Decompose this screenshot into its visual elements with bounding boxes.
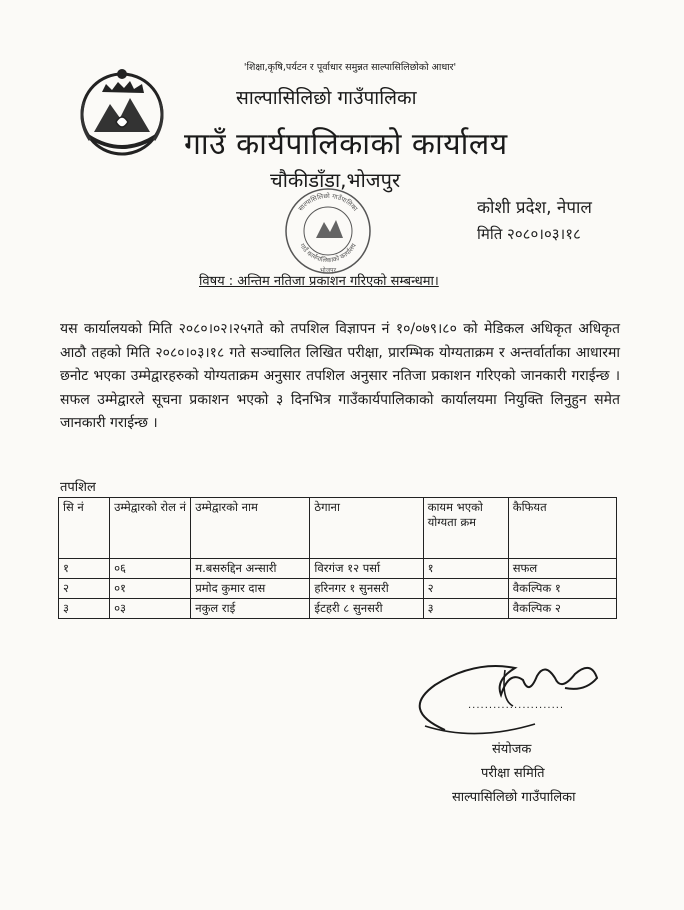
cell-roll-no: ०६	[110, 559, 191, 579]
seal-text-bottom: भोजपुर	[319, 267, 337, 274]
signer-office: साल्पासिलिछो गाउँपालिका	[452, 790, 576, 805]
signer-title: संयोजक	[492, 742, 532, 757]
nepal-emblem-icon	[72, 62, 172, 162]
cell-rank: ३	[423, 599, 508, 619]
col-roll-no: उम्मेद्वारको रोल नं	[110, 498, 191, 559]
office-name: साल्पासिलिछो गाउँपालिका	[236, 87, 417, 109]
cell-rank: २	[423, 579, 508, 599]
col-address: ठेगाना	[310, 498, 423, 559]
signer-committee: परीक्षा समिति	[481, 766, 545, 781]
col-rank: कायम भएको योग्यता क्रम	[423, 498, 508, 559]
cell-address: विरगंज १२ पर्सा	[310, 559, 423, 579]
cell-rank: १	[423, 559, 508, 579]
cell-serial: ३	[59, 599, 110, 619]
result-table	[58, 497, 617, 619]
table-row	[59, 579, 617, 599]
col-serial: सि नं	[59, 498, 110, 559]
cell-remarks: वैकल्पिक २	[508, 599, 616, 619]
cell-serial: १	[59, 559, 110, 579]
cell-serial: २	[59, 579, 110, 599]
cell-roll-no: ०१	[110, 579, 191, 599]
cell-address: हरिनगर १ सुनसरी	[310, 579, 423, 599]
office-address: चौकीडाँडा,भोजपुर	[270, 168, 401, 192]
col-name: उम्मेद्वारको नाम	[191, 498, 310, 559]
signature-icon	[405, 640, 605, 750]
seal-text-mid: गाउँ कार्यपालिकाको कार्यालय	[298, 241, 358, 265]
col-remarks: कैफियत	[508, 498, 616, 559]
table-row	[59, 599, 617, 619]
body-paragraph: यस कार्यालयको मिति २०८०।०२।२५गते को तपशिल विज्ञापन नं १०/०७९।८० को मेडिकल अधिकृत अधिकृत आठौ तहको मिति २०८०।०३।१८ गते सञ्चालित लिखित परीक्षा, प्रारम्भिक योग्यताक्रम र अन्तर्वार्ताका आधारमा छनोट भएका उम्मेद्वारहरुको योग्यताक्रम अनुसार तपशिल अनुसार नतिजा प्रकाशन गरिएको जानकारी गराईन्छ । सफल उम्मेद्वारले सूचना प्रकाशन भएको ३ दिनभित्र गाउँकार्यपालिकाको कार्यालयमा नियुक्ति लिनुहुन समेत जानकारी गराईन्छ ।	[60, 321, 620, 431]
table-heading: तपशिल	[60, 480, 96, 495]
cell-name: म.बसरुद्दिन अन्सारी	[191, 559, 310, 579]
slogan: 'शिक्षा,कृषि,पर्यटन र पूर्वाधार समुन्नत साल्पासिलिछोको आधार'	[243, 62, 457, 73]
letter-date: मिति २०८०।०३।१८	[477, 225, 581, 243]
signature-line: .......................	[468, 700, 565, 711]
cell-name: नकुल राई	[191, 599, 310, 619]
office-title: गाउँ कार्यपालिकाको कार्यालय	[184, 127, 508, 162]
cell-remarks: वैकल्पिक १	[508, 579, 616, 599]
subject-line: विषय : अन्तिम नतिजा प्रकाशन गरिएको सम्बन्धमा।	[199, 274, 439, 289]
cell-name: प्रमोद कुमार दास	[191, 579, 310, 599]
province: कोशी प्रदेश, नेपाल	[477, 198, 592, 218]
svg-text:गाउँ कार्यपालिकाको कार्यालय	[298, 242, 358, 264]
table-header-row	[59, 498, 617, 559]
cell-address: ईटहरी ८ सुनसरी	[310, 599, 423, 619]
cell-roll-no: ०३	[110, 599, 191, 619]
seal-text-top: साल्पासिलिछो गाउँपालिका	[296, 191, 360, 213]
office-seal	[283, 186, 373, 276]
cell-remarks: सफल	[508, 559, 616, 579]
table-row	[59, 559, 617, 579]
